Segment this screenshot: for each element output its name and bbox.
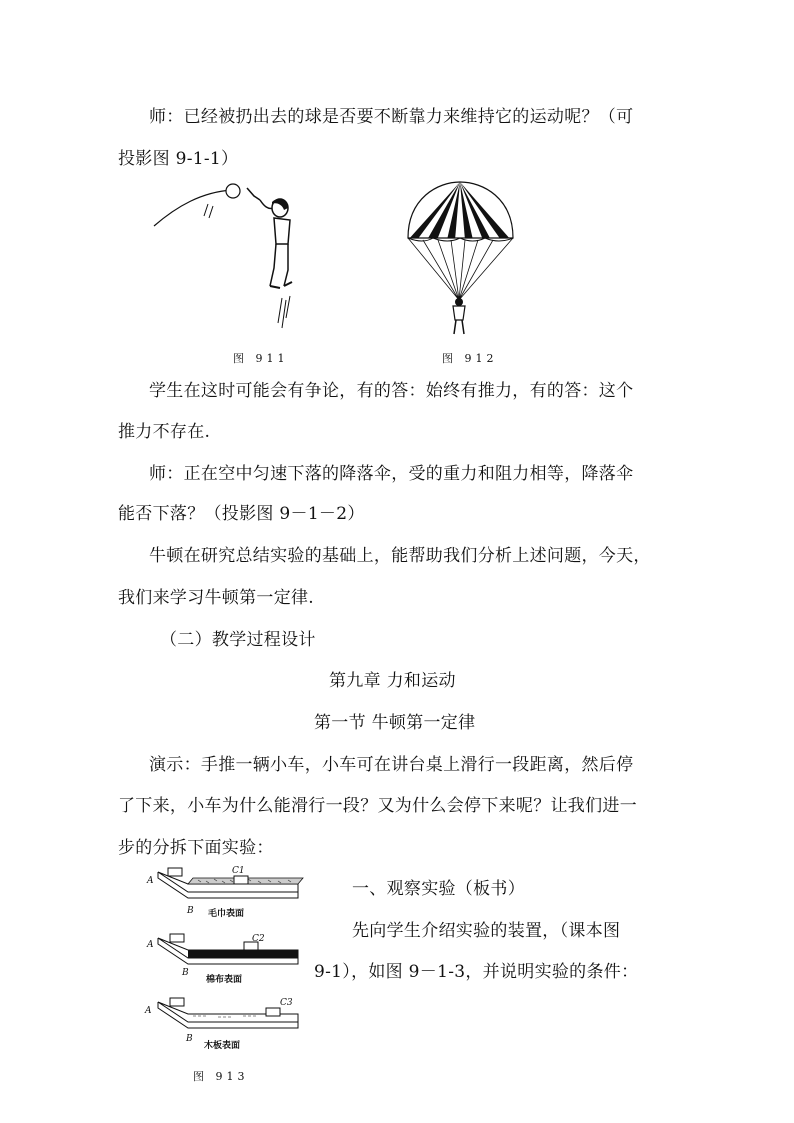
paragraph-1-line-2: 投影图 9-1-1） bbox=[118, 149, 239, 169]
ramp-3-label-a: A bbox=[145, 1006, 152, 1016]
ramp-3-label-b: B bbox=[186, 1034, 193, 1044]
paragraph-4-line-2: 我们来学习牛顿第一定律. bbox=[118, 588, 315, 608]
ramp-3-label-c: C3 bbox=[280, 998, 293, 1008]
figure-ramp-cotton bbox=[148, 928, 308, 978]
paragraph-2-line-1: 学生在这时可能会有争论，有的答：始终有推力，有的答：这个 bbox=[149, 381, 634, 401]
chapter-title: 第九章 力和运动 bbox=[329, 671, 456, 691]
paragraph-4-line-1: 牛顿在研究总结实验的基础上，能帮助我们分析上述问题，今天， bbox=[149, 546, 651, 566]
paragraph-5-line-2: 了下来，小车为什么能滑行一段？又为什么会停下来呢？让我们进一 bbox=[118, 796, 637, 816]
ramp-1-label-a: A bbox=[147, 876, 154, 886]
figure-throw-ball bbox=[152, 178, 312, 348]
observe-experiment-heading: 一、观察实验（板书） bbox=[352, 879, 525, 899]
paragraph-3-line-1: 师：正在空中匀速下落的降落伞，受的重力和阻力相等，降落伞 bbox=[149, 464, 634, 484]
paragraph-5-line-1: 演示：手推一辆小车，小车可在讲台桌上滑行一段距离，然后停 bbox=[149, 755, 634, 775]
ramp-3-surface-label: 木板表面 bbox=[204, 1041, 241, 1051]
ramp-2-label-a: A bbox=[147, 940, 154, 950]
experiment-intro-line-1: 先向学生介绍实验的装置，（课本图 bbox=[352, 921, 621, 941]
section-heading: （二）教学过程设计 bbox=[160, 630, 316, 650]
ramp-1-surface-label: 毛巾表面 bbox=[208, 909, 245, 919]
ramp-1-label-b: B bbox=[187, 906, 194, 916]
paragraph-2-line-2: 推力不存在. bbox=[118, 422, 211, 442]
figure-2-caption: 图 912 bbox=[442, 352, 498, 365]
ramp-1-label-c: C1 bbox=[232, 866, 245, 876]
figure-ramp-towel bbox=[148, 862, 308, 912]
experiment-intro-line-2: 9-1），如图 9－1-3，并说明实验的条件： bbox=[314, 962, 639, 982]
ramp-2-label-c: C2 bbox=[252, 934, 265, 944]
figure-1-caption: 图 911 bbox=[233, 352, 289, 365]
ramp-2-surface-label: 棉布表面 bbox=[206, 975, 243, 985]
paragraph-1-line-1: 师：已经被扔出去的球是否要不断靠力来维持它的运动呢？（可 bbox=[149, 107, 634, 127]
paragraph-3-line-2: 能否下落？（投影图 9－1－2） bbox=[118, 504, 365, 524]
lesson-title: 第一节 牛顿第一定律 bbox=[314, 713, 476, 733]
figure-3-caption: 图 913 bbox=[193, 1070, 249, 1083]
ramp-2-label-b: B bbox=[182, 968, 189, 978]
figure-parachute bbox=[403, 178, 523, 338]
paragraph-5-line-3: 步的分拆下面实验： bbox=[118, 838, 274, 858]
